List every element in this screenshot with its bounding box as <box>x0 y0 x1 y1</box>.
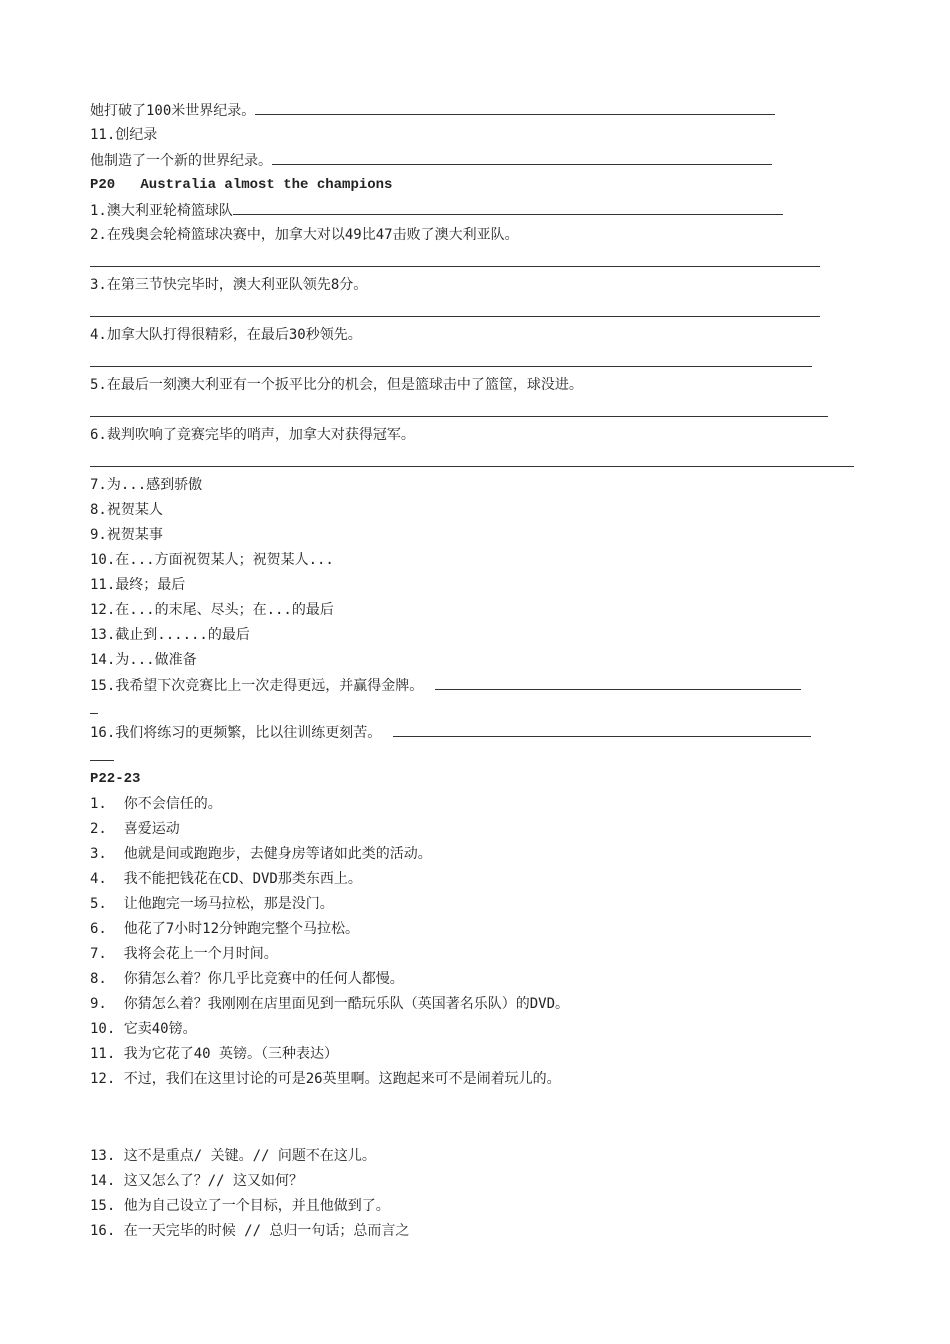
list-item <box>90 523 870 548</box>
list-item <box>90 623 870 648</box>
item-text: 16. 在一天完毕的时候 // 总归一句话；总而言之 <box>90 1223 410 1239</box>
list-item <box>90 548 870 573</box>
item-text: 10. 它卖40镑。 <box>90 1021 197 1037</box>
answer-line-overflow <box>90 698 870 720</box>
item-text: 14.为...做准备 <box>90 652 197 668</box>
prompt-text: 5.在最后一刻澳大利亚有一个扳平比分的机会，但是篮球击中了篮筐，球没进。 <box>90 377 583 393</box>
list-item <box>90 673 870 698</box>
prompt-text: 她打破了100米世界纪录。 <box>90 103 256 119</box>
prompt-text: 他制造了一个新的世界纪录。 <box>90 153 272 169</box>
list-item <box>90 423 870 448</box>
sentence-line <box>90 148 870 173</box>
item-text: 9. 你猜怎么着？我刚刚在店里面见到一酷玩乐队（英国著名乐队）的DVD。 <box>90 996 569 1012</box>
item-text: 14. 这又怎么了？// 这又如何？ <box>90 1173 304 1189</box>
answer-line[interactable] <box>90 248 870 273</box>
item-text: 1. 你不会信任的。 <box>90 796 222 812</box>
list-item <box>90 1067 870 1092</box>
list-item <box>90 842 870 867</box>
item-text: 10.在...方面祝贺某人；祝贺某人... <box>90 552 334 568</box>
item-text: 11.最终；最后 <box>90 577 186 593</box>
list-item <box>90 198 870 223</box>
list-item <box>90 273 870 298</box>
item-text: 13. 这不是重点/ 关键。// 问题不在这儿。 <box>90 1148 376 1164</box>
list-item <box>90 792 870 817</box>
worksheet-page <box>90 98 870 1244</box>
list-item <box>90 942 870 967</box>
answer-blank[interactable] <box>272 148 772 165</box>
item-text: 7.为...感到骄傲 <box>90 477 203 493</box>
list-item <box>90 1169 870 1194</box>
item-text: 5. 让他跑完一场马拉松，那是没门。 <box>90 896 334 912</box>
prompt-text: 3.在第三节快完毕时，澳大利亚队领先8分。 <box>90 277 368 293</box>
prompt-text: 4.加拿大队打得很精彩，在最后30秒领先。 <box>90 327 362 343</box>
prompt-text: 2.在残奥会轮椅篮球决赛中，加拿大对以49比47击败了澳大利亚队。 <box>90 227 519 243</box>
list-item <box>90 123 870 148</box>
list-item <box>90 992 870 1017</box>
spacer <box>90 1092 870 1144</box>
item-text: 12. 不过，我们在这里讨论的可是26英里啊。这跑起来可不是闹着玩儿的。 <box>90 1071 561 1087</box>
item-text: 8.祝贺某人 <box>90 502 163 518</box>
list-item <box>90 817 870 842</box>
list-item <box>90 1194 870 1219</box>
answer-blank[interactable] <box>255 98 775 115</box>
answer-blank[interactable] <box>393 720 811 737</box>
list-item <box>90 1144 870 1169</box>
section-heading-p22: P22-23 <box>90 771 141 787</box>
answer-line-overflow <box>90 745 870 767</box>
item-text: 8. 你猜怎么着？你几乎比竞赛中的任何人都慢。 <box>90 971 404 987</box>
list-item <box>90 498 870 523</box>
item-text: 13.截止到......的最后 <box>90 627 250 643</box>
item-text: 6. 他花了7小时12分钟跑完整个马拉松。 <box>90 921 360 937</box>
item-text: 2. 喜爱运动 <box>90 821 180 837</box>
item-text: 12.在...的末尾、尽头；在...的最后 <box>90 602 334 618</box>
answer-blank[interactable] <box>233 198 783 215</box>
list-item <box>90 473 870 498</box>
prompt-text: 11.创纪录 <box>90 127 158 143</box>
item-text: 7. 我将会花上一个月时间。 <box>90 946 278 962</box>
item-text: 15. 他为自己设立了一个目标，并且他做到了。 <box>90 1198 390 1214</box>
section-heading-p20: P20 Australia almost the champions <box>90 177 393 193</box>
list-item <box>90 573 870 598</box>
item-text: 3. 他就是间或跑跑步，去健身房等诸如此类的活动。 <box>90 846 432 862</box>
list-item <box>90 648 870 673</box>
list-item <box>90 373 870 398</box>
list-item <box>90 720 870 745</box>
list-item <box>90 223 870 248</box>
prompt-text: 1.澳大利亚轮椅篮球队 <box>90 203 233 219</box>
prompt-text: 15.我希望下次竞赛比上一次走得更远，并赢得金牌。 <box>90 678 424 694</box>
answer-line[interactable] <box>90 398 870 423</box>
list-item <box>90 967 870 992</box>
list-item <box>90 892 870 917</box>
list-item <box>90 598 870 623</box>
item-text: 9.祝贺某事 <box>90 527 163 543</box>
list-item <box>90 1017 870 1042</box>
list-item <box>90 867 870 892</box>
answer-blank[interactable] <box>435 673 801 690</box>
list-item <box>90 1219 870 1244</box>
sentence-line <box>90 98 870 123</box>
answer-line[interactable] <box>90 348 870 373</box>
answer-line[interactable] <box>90 448 870 473</box>
item-text: 4. 我不能把钱花在CD、DVD那类东西上。 <box>90 871 362 887</box>
item-text: 11. 我为它花了40 英镑。（三种表达） <box>90 1046 339 1062</box>
answer-line[interactable] <box>90 298 870 323</box>
prompt-text: 6.裁判吹响了竞赛完毕的哨声，加拿大对获得冠军。 <box>90 427 415 443</box>
list-item <box>90 1042 870 1067</box>
list-item <box>90 917 870 942</box>
list-item <box>90 323 870 348</box>
prompt-text: 16.我们将练习的更频繁，比以往训练更刻苦。 <box>90 725 382 741</box>
